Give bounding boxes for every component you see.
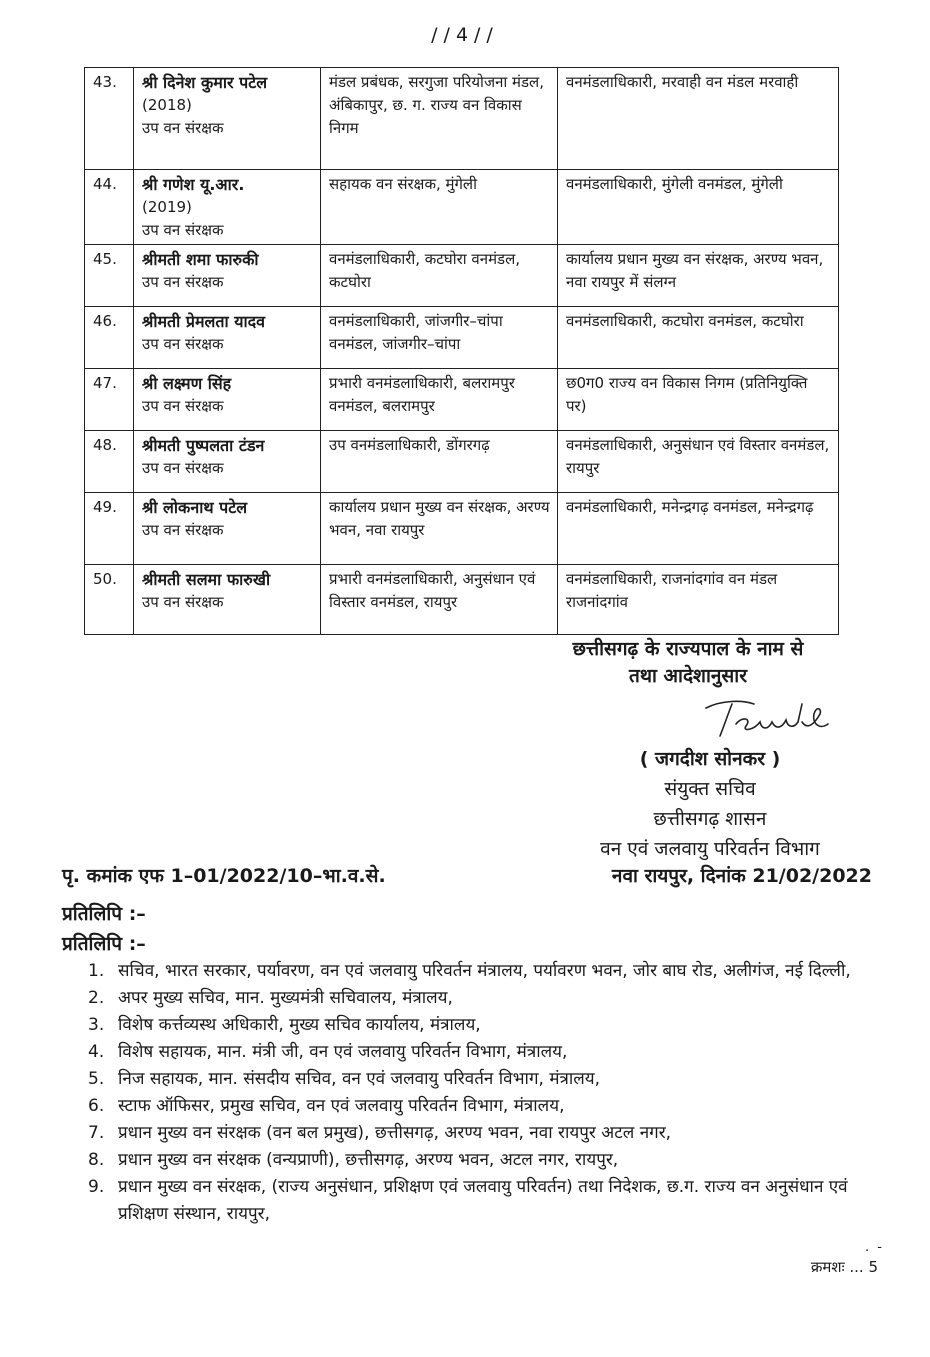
officer-designation: उप वन संरक्षक bbox=[142, 593, 224, 611]
copy-recipient bbox=[62, 958, 874, 985]
serial-number: 48. bbox=[85, 431, 134, 493]
signatory-department: वन एवं जलवायु परिवर्तन विभाग bbox=[600, 838, 820, 860]
copy-number: 8. bbox=[88, 1150, 105, 1170]
copy-text: प्रधान मुख्य वन संरक्षक, (राज्य अनुसंधान, प्रशिक्षण एवं जलवायु परिवर्तन) तथा निदेशक, छ.ग. राज्य वन अनुसंधान एवं प्रशिक्षण संस्थान, रायपुर, bbox=[118, 1177, 848, 1224]
copy-text: प्रधान मुख्य वन संरक्षक (वन बल प्रमुख), छत्तीसगढ़, अरण्य भवन, नवा रायपुर अटल नगर, bbox=[118, 1123, 672, 1143]
new-posting: वनमंडलाधिकारी, मुंगेली वनमंडल, मुंगेली bbox=[558, 170, 839, 245]
table-row bbox=[85, 431, 839, 493]
copy-recipients-list bbox=[62, 958, 874, 1228]
new-posting: वनमंडलाधिकारी, मनेन्द्रगढ़ वनमंडल, मनेन्द्रगढ़ bbox=[558, 493, 839, 565]
officer-name: श्री गणेश यू.आर. bbox=[142, 175, 245, 194]
copy-text: स्टाफ ऑफिसर, प्रमुख सचिव, वन एवं जलवायु परिवर्तन विभाग, मंत्रालय, bbox=[118, 1096, 565, 1116]
officer-designation: उप वन संरक्षक bbox=[142, 397, 224, 415]
table-row bbox=[85, 68, 839, 170]
table-row bbox=[85, 307, 839, 369]
copy-text: सचिव, भारत सरकार, पर्यावरण, वन एवं जलवायु परिवर्तन मंत्रालय, पर्यावरण भवन, जोर बाघ रोड, अलीगंज, नई दिल्ली, bbox=[118, 961, 851, 981]
order-line-2: तथा आदेशानुसार bbox=[629, 665, 747, 687]
current-posting: वनमंडलाधिकारी, जांजगीर–चांपा वनमंडल, जांजगीर–चांपा bbox=[321, 307, 558, 369]
order-authority bbox=[518, 636, 858, 690]
officer-name: श्री लक्ष्मण सिंह bbox=[142, 374, 232, 393]
copy-number: 1. bbox=[88, 961, 105, 981]
officer-name: श्रीमती शमा फारुकी bbox=[142, 250, 259, 269]
copy-recipient bbox=[62, 1120, 874, 1147]
table-row bbox=[85, 565, 839, 635]
place-date: नवा रायपुर, दिनांक 21/02/2022 bbox=[611, 865, 872, 887]
margin-dots: . - bbox=[865, 1240, 884, 1255]
copy-number: 2. bbox=[88, 988, 105, 1008]
copy-recipient bbox=[62, 1174, 874, 1228]
new-posting: वनमंडलाधिकारी, राजनांदगांव वन मंडल राजनांदगांव bbox=[558, 565, 839, 635]
officer-name: श्रीमती प्रेमलता यादव bbox=[142, 312, 266, 331]
new-posting: वनमंडलाधिकारी, अनुसंधान एवं विस्तार वनमंडल, रायपुर bbox=[558, 431, 839, 493]
current-posting: प्रभारी वनमंडलाधिकारी, बलरामपुर वनमंडल, बलरामपुर bbox=[321, 369, 558, 431]
copy-recipient bbox=[62, 1093, 874, 1120]
serial-number: 45. bbox=[85, 245, 134, 307]
officer-cell bbox=[134, 307, 321, 369]
copy-heading-1: प्रतिलिपि :– bbox=[62, 903, 146, 925]
copy-number: 6. bbox=[88, 1096, 105, 1116]
copy-number: 9. bbox=[88, 1177, 105, 1197]
officer-name: श्री लोकनाथ पटेल bbox=[142, 498, 248, 517]
copy-recipient bbox=[62, 1039, 874, 1066]
table-row bbox=[85, 369, 839, 431]
copy-recipient bbox=[62, 985, 874, 1012]
handwritten-signature bbox=[702, 694, 832, 742]
current-posting: वनमंडलाधिकारी, कटघोरा वनमंडल, कटघोरा bbox=[321, 245, 558, 307]
continued-note: क्रमशः ... 5 bbox=[810, 1258, 878, 1276]
officer-cell bbox=[134, 170, 321, 245]
serial-number: 47. bbox=[85, 369, 134, 431]
page-number: //4// bbox=[431, 24, 499, 46]
officer-name: श्री दिनेश कुमार पटेल bbox=[142, 73, 268, 92]
officer-designation: उप वन संरक्षक bbox=[142, 273, 224, 291]
copy-recipient bbox=[62, 1066, 874, 1093]
copy-text: विशेष सहायक, मान. मंत्री जी, वन एवं जलवायु परिवर्तन विभाग, मंत्रालय, bbox=[118, 1042, 568, 1062]
signatory bbox=[560, 744, 860, 864]
officer-cell bbox=[134, 68, 321, 170]
table-row bbox=[85, 245, 839, 307]
new-posting: छ0ग0 राज्य वन विकास निगम (प्रतिनियुक्ति पर) bbox=[558, 369, 839, 431]
copy-text: अपर मुख्य सचिव, मान. मुख्यमंत्री सचिवालय, मंत्रालय, bbox=[118, 988, 453, 1008]
copy-recipient bbox=[62, 1147, 874, 1174]
copy-heading-2: प्रतिलिपि :– bbox=[62, 933, 146, 955]
officer-designation: उप वन संरक्षक bbox=[142, 119, 224, 137]
officer-cell bbox=[134, 493, 321, 565]
officer-name: श्रीमती पुष्पलता टंडन bbox=[142, 436, 265, 455]
current-posting: प्रभारी वनमंडलाधिकारी, अनुसंधान एवं विस्तार वनमंडल, रायपुर bbox=[321, 565, 558, 635]
serial-number: 43. bbox=[85, 68, 134, 170]
officer-batch: (2018) bbox=[142, 96, 192, 114]
table-row bbox=[85, 170, 839, 245]
current-posting: कार्यालय प्रधान मुख्य वन संरक्षक, अरण्य भवन, नवा रायपुर bbox=[321, 493, 558, 565]
copy-text: विशेष कर्त्तव्यस्थ अधिकारी, मुख्य सचिव कार्यालय, मंत्रालय, bbox=[118, 1015, 481, 1035]
copy-recipient bbox=[62, 1012, 874, 1039]
order-line-1: छत्तीसगढ़ के राज्यपाल के नाम से bbox=[572, 638, 804, 660]
copy-number: 5. bbox=[88, 1069, 105, 1089]
new-posting: कार्यालय प्रधान मुख्य वन संरक्षक, अरण्य भवन, नवा रायपुर में संलग्न bbox=[558, 245, 839, 307]
copy-text: प्रधान मुख्य वन संरक्षक (वन्यप्राणी), छत्तीसगढ़, अरण्य भवन, अटल नगर, रायपुर, bbox=[118, 1150, 619, 1170]
serial-number: 50. bbox=[85, 565, 134, 635]
officer-designation: उप वन संरक्षक bbox=[142, 335, 224, 353]
serial-number: 46. bbox=[85, 307, 134, 369]
officer-cell bbox=[134, 565, 321, 635]
signatory-post: संयुक्त सचिव bbox=[664, 778, 756, 800]
officer-batch: (2019) bbox=[142, 198, 192, 216]
officer-designation: उप वन संरक्षक bbox=[142, 459, 224, 477]
table-row bbox=[85, 493, 839, 565]
officer-cell bbox=[134, 431, 321, 493]
signatory-name: ( जगदीश सोनकर ) bbox=[639, 748, 781, 770]
copy-number: 4. bbox=[88, 1042, 105, 1062]
current-posting: सहायक वन संरक्षक, मुंगेली bbox=[321, 170, 558, 245]
officer-name: श्रीमती सलमा फारुखी bbox=[142, 570, 271, 589]
officer-designation: उप वन संरक्षक bbox=[142, 221, 224, 239]
serial-number: 49. bbox=[85, 493, 134, 565]
copy-number: 7. bbox=[88, 1123, 105, 1143]
reference-number: पृ. कमांक एफ 1–01/2022/10–भा.व.से. bbox=[62, 865, 386, 887]
officer-designation: उप वन संरक्षक bbox=[142, 521, 224, 539]
copy-text: निज सहायक, मान. संसदीय सचिव, वन एवं जलवायु परिवर्तन विभाग, मंत्रालय, bbox=[118, 1069, 601, 1089]
transfer-table bbox=[84, 67, 839, 635]
serial-number: 44. bbox=[85, 170, 134, 245]
current-posting: उप वनमंडलाधिकारी, डोंगरगढ़ bbox=[321, 431, 558, 493]
officer-cell bbox=[134, 369, 321, 431]
copy-number: 3. bbox=[88, 1015, 105, 1035]
transfer-table-body bbox=[85, 68, 839, 635]
signatory-government: छत्तीसगढ़ शासन bbox=[653, 808, 767, 830]
reference-line bbox=[62, 862, 872, 888]
new-posting: वनमंडलाधिकारी, मरवाही वन मंडल मरवाही bbox=[558, 68, 839, 170]
new-posting: वनमंडलाधिकारी, कटघोरा वनमंडल, कटघोरा bbox=[558, 307, 839, 369]
officer-cell bbox=[134, 245, 321, 307]
current-posting: मंडल प्रबंधक, सरगुजा परियोजना मंडल, अंबिकापुर, छ. ग. राज्य वन विकास निगम bbox=[321, 68, 558, 170]
